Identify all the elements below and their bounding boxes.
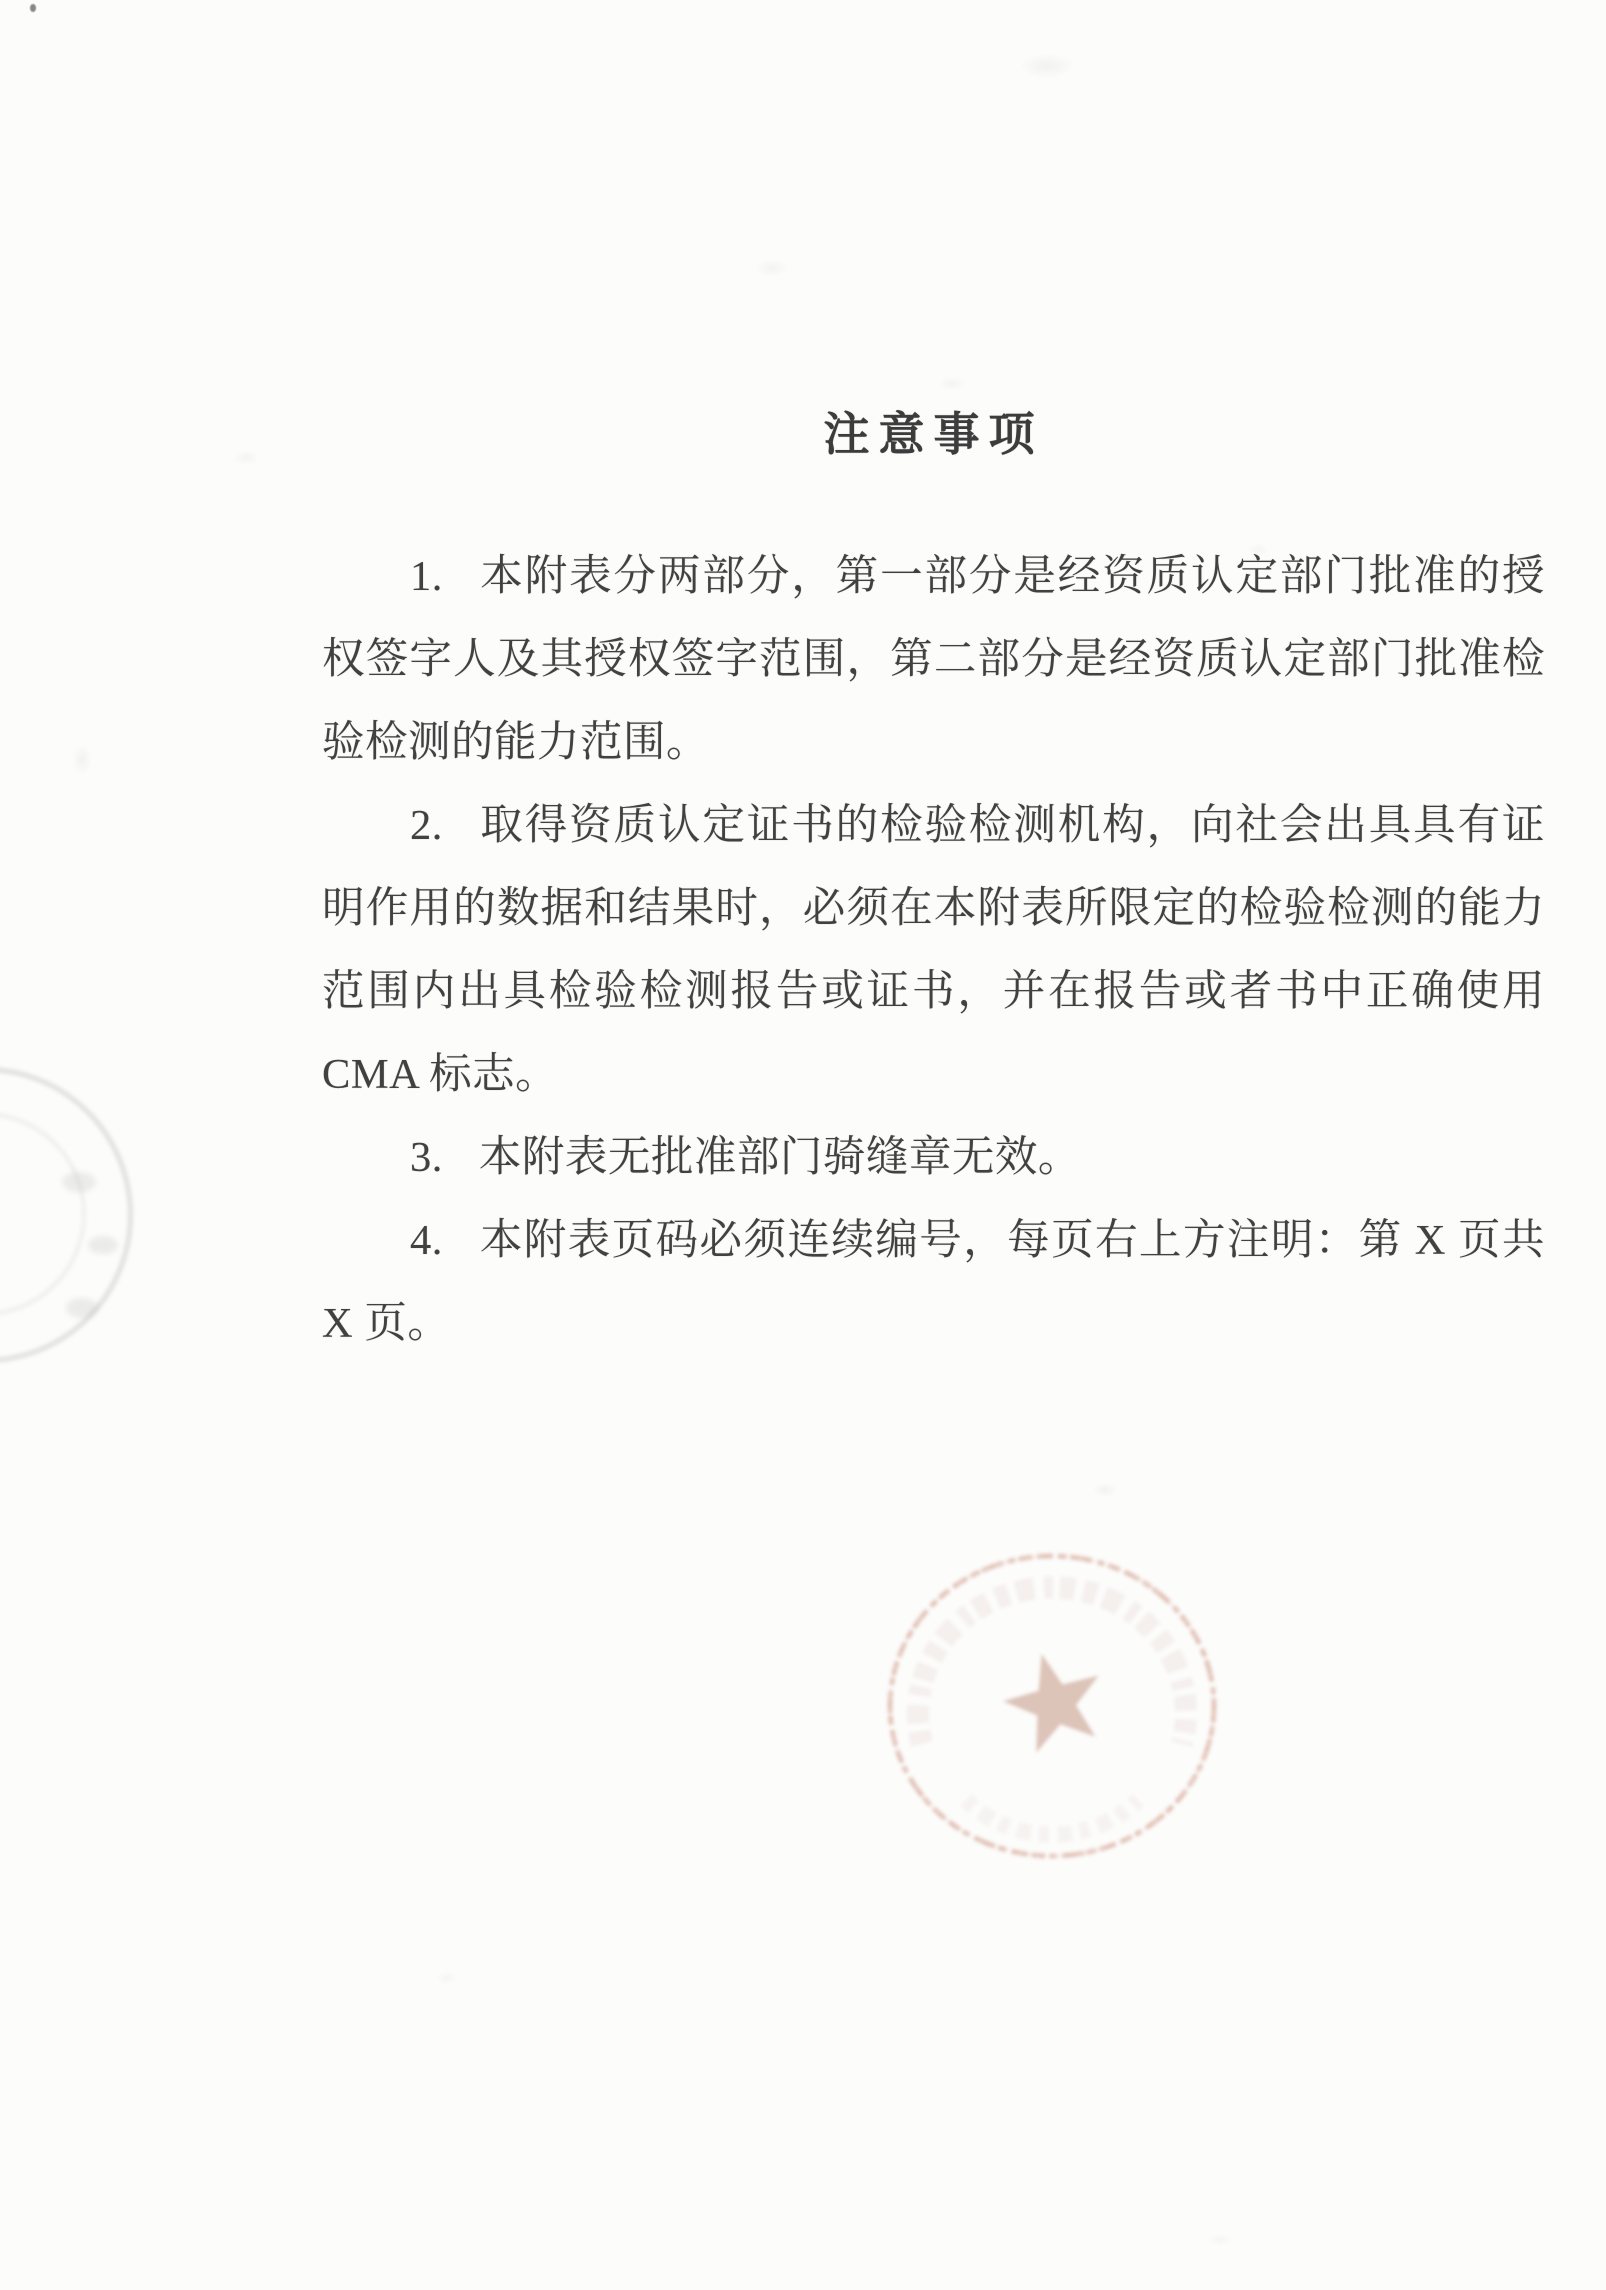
notice-paragraph-2 — [322, 784, 1545, 1116]
notice-paragraph-3 — [322, 1116, 1545, 1199]
paragraph-number: 1. — [410, 553, 443, 600]
scan-smudge — [88, 1236, 118, 1254]
scan-smudge — [62, 1172, 96, 1192]
notice-body — [322, 535, 1545, 1365]
approval-seal-stamp — [882, 1548, 1222, 1864]
paragraph-text: 本附表分两部分，第一部分是经资质认定部门批准的授权签字人及其授权签字范围，第二部分是经资质认定部门批准检验检测的能力范围。 — [322, 553, 1545, 766]
paragraph-text: 本附表无批准部门骑缝章无效。 — [478, 1134, 1081, 1181]
paragraph-number: 3. — [410, 1134, 443, 1181]
scan-smudge — [66, 1298, 98, 1318]
notice-paragraph-1 — [322, 535, 1545, 784]
scan-speck — [30, 4, 36, 12]
edge-seal-stamp — [0, 1068, 132, 1362]
paragraph-number: 2. — [410, 802, 443, 849]
star-icon — [994, 1641, 1114, 1758]
paragraph-text: 取得资质认定证书的检验检测机构，向社会出具具有证明作用的数据和结果时，必须在本附表所限定的检验检测的能力范围内出具检验检测报告或证书，并在报告或者书中正确使用 CMA 标志。 — [322, 802, 1545, 1098]
page-title: 注意事项 — [823, 408, 1044, 460]
paragraph-number: 4. — [410, 1217, 443, 1264]
edge-seal-inner-ring — [0, 1113, 85, 1315]
seal-graphic — [882, 1548, 1222, 1864]
paragraph-text: 本附表页码必须连续编号，每页右上方注明：第 X 页共 X 页。 — [322, 1217, 1545, 1347]
notice-paragraph-4 — [322, 1199, 1545, 1365]
